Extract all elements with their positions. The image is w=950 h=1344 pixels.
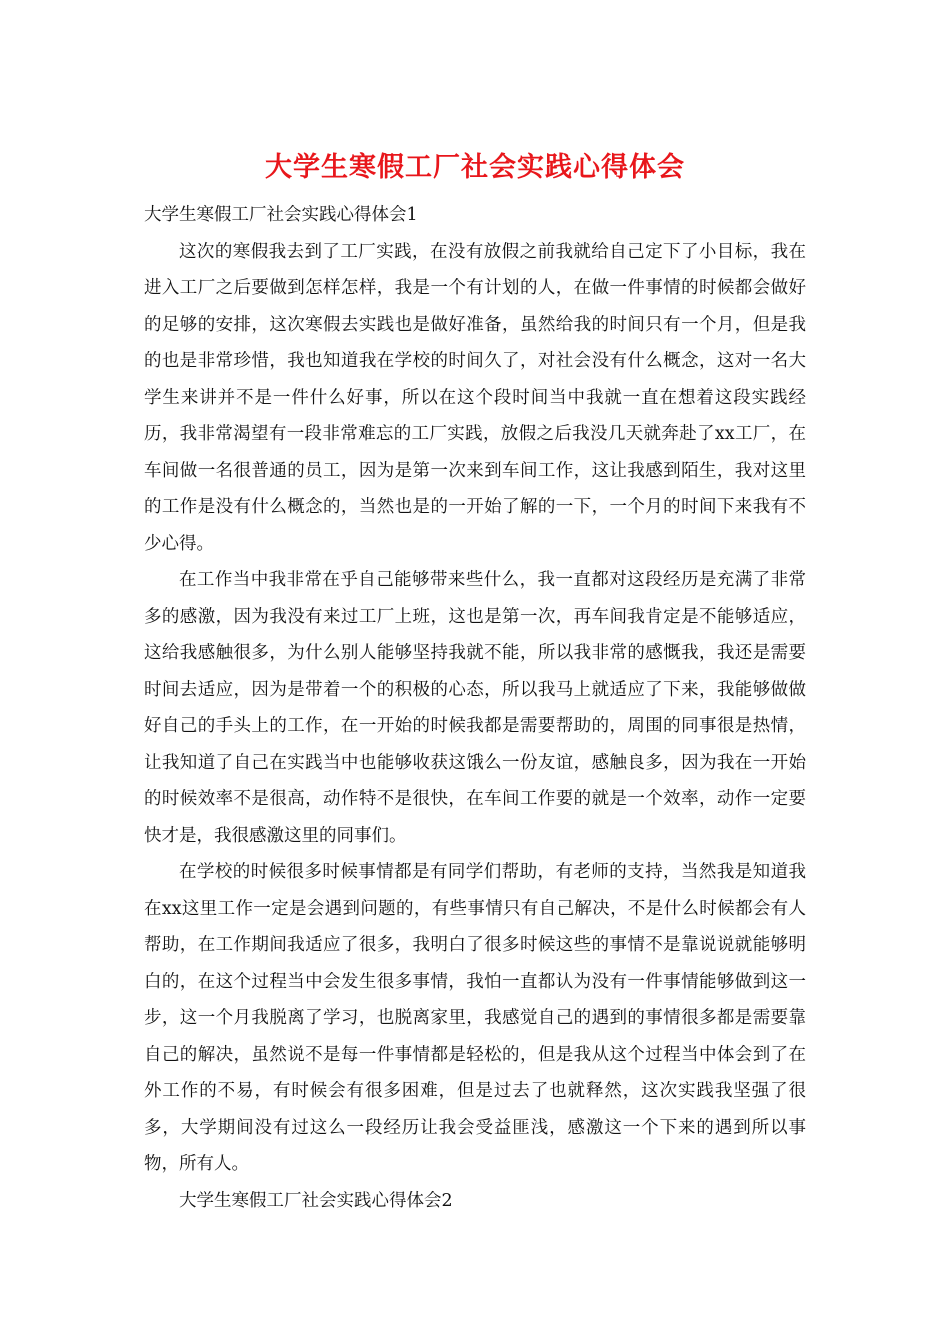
paragraph: 这次的寒假我去到了工厂实践，在没有放假之前我就给自己定下了小目标，我在进入工厂之后要做到怎样怎样，我是一个有计划的人，在做一件事情的时候都会做好的足够的安排，这次寒假去实践也是做好准备，虽然给我的时间只有一个月，但是我的也是非常珍惜，我也知道我在学校的时间久了，对社会没有什么概念，这对一名大学生来讲并不是一件什么好事，所以在这个段时间当中我就一直在想着这段实践经历，我非常渴望有一段非常难忘的工厂实践，放假之后我没几天就奔赴了xx工厂，在车间做一名很普通的员工，因为是第一次来到车间工作，这让我感到陌生，我对这里的工作是没有什么概念的，当然也是的一开始了解的一下，一个月的时间下来我有不少心得。 xyxy=(144,241,806,554)
section-heading-2: 大学生寒假工厂社会实践心得体会2 xyxy=(179,1190,453,1211)
paragraph: 在工作当中我非常在乎自己能够带来些什么，我一直都对这段经历是充满了非常多的感激，因为我没有来过工厂上班，这也是第一次，再车间我肯定是不能够适应，这给我感触很多，为什么别人能够坚持我就不能，所以我非常的感慨我，我还是需要时间去适应，因为是带着一个的积极的心态，所以我马上就适应了下来，我能够做做好自己的手头上的工作，在一开始的时候我都是需要帮助的，周围的同事很是热情，让我知道了自己在实践当中也能够收获这饿么一份友谊，感触良多，因为我在一开始的时候效率不是很高，动作特不是很快，在车间工作要的就是一个效率，动作一定要快才是，我很感激这里的同事们。 xyxy=(144,570,806,846)
document-title: 大学生寒假工厂社会实践心得体会 xyxy=(265,152,685,183)
document-body xyxy=(144,197,806,1219)
section-heading-1: 大学生寒假工厂社会实践心得体会1 xyxy=(144,205,418,225)
paragraph: 在学校的时候很多时候事情都是有同学们帮助，有老师的支持，当然我是知道我在xx这里工作一定是会遇到问题的，有些事情只有自己解决，不是什么时候都会有人帮助，在工作期间我适应了很多，我明白了很多时候这些的事情不是靠说说就能够明白的，在这个过程当中会发生很多事情，我怕一直都认为没有一件事情能够做到这一步，这一个月我脱离了学习，也脱离家里，我感觉自己的遇到的事情很多都是需要靠自己的解决，虽然说不是每一件事情都是轻松的，但是我从这个过程当中体会到了在外工作的不易，有时候会有很多困难，但是过去了也就释然，这次实践我坚强了很多，大学期间没有过这么一段经历让我会受益匪浅，感激这一个下来的遇到所以事物，所有人。 xyxy=(144,862,806,1174)
